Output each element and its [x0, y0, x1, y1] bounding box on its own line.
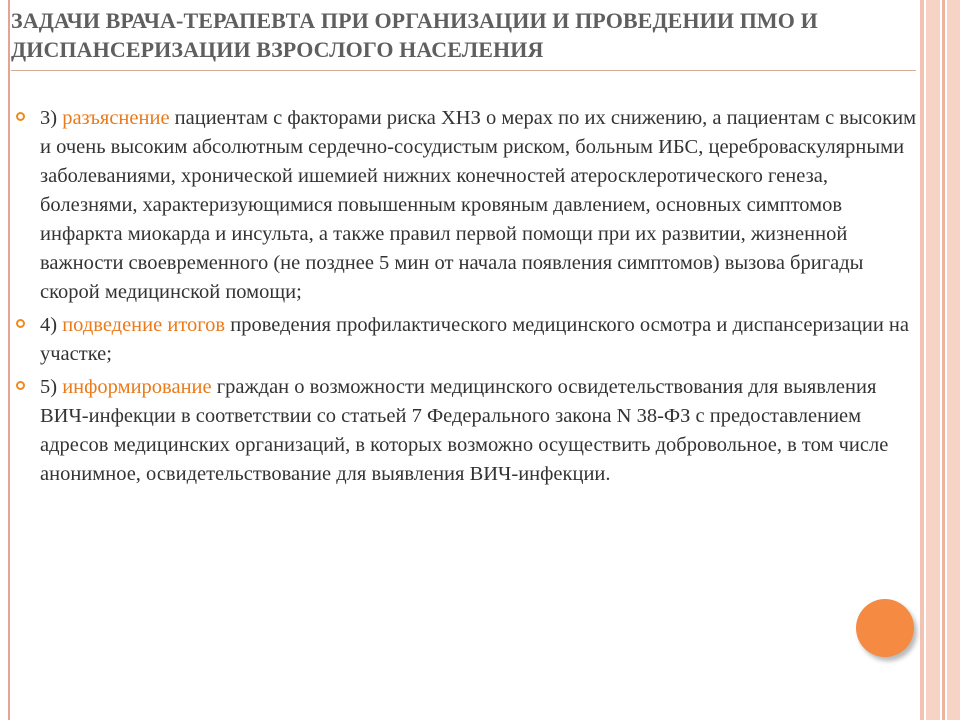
item-number: 4) [40, 314, 63, 336]
orange-circle-icon [856, 599, 914, 657]
list-item [16, 104, 921, 307]
stripe [942, 0, 945, 720]
item-number: 5) [40, 376, 63, 398]
slide-title: ЗАДАЧИ ВРАЧА-ТЕРАПЕВТА ПРИ ОРГАНИЗАЦИИ И ПРОВЕДЕНИИ ПМО И ДИСПАНСЕРИЗАЦИИ ВЗРОСЛОГО НАСЕЛЕНИЯ [11, 8, 818, 62]
right-decorative-stripes [920, 0, 960, 720]
left-border-line [8, 0, 10, 720]
item-highlight: информирование [62, 376, 212, 398]
item-text: граждан о возможности медицинского освидетельствования для выявления ВИЧ-инфекции в соответствии со статьей 7 Федерального закона N 38-ФЗ с предоставлением адресов медицинских организаций, в которых возможно осуществить добровольное, в том числе анонимное, освидетельствование для выявления ВИЧ-инфекции. [40, 376, 889, 485]
item-text: проведения профилактического медицинского осмотра и диспансеризации на участке; [40, 314, 909, 365]
item-number: 3) [40, 107, 63, 129]
list-item [16, 373, 921, 489]
title-divider [11, 70, 916, 71]
item-text: пациентам с факторами риска ХНЗ о мерах по их снижению, а пациентам с высоким и очень высоким абсолютным сердечно-сосудистым риском, больным ИБС, цереброваскулярными заболеваниями, хронической ишемией нижних конечностей атеросклеротического генеза, болезнями, характеризующимися повышенным кровяным давлением, основных симптомов инфаркта миокарда и инсульта, а также правил первой помощи при их развитии, жизненной важности своевременного (не позднее 5 мин от начала появления симптомов) вызова бригады скорой медицинской помощи; [40, 107, 917, 303]
hollow-circle-bullet-icon [16, 319, 25, 328]
list-item [16, 311, 921, 369]
item-highlight: подведение итогов [62, 314, 226, 336]
hollow-circle-bullet-icon [16, 112, 25, 121]
hollow-circle-bullet-icon [16, 381, 25, 390]
bullet-list [16, 104, 921, 493]
stripe [947, 0, 960, 720]
item-highlight: разъяснение [62, 107, 170, 129]
stripe [926, 0, 940, 720]
